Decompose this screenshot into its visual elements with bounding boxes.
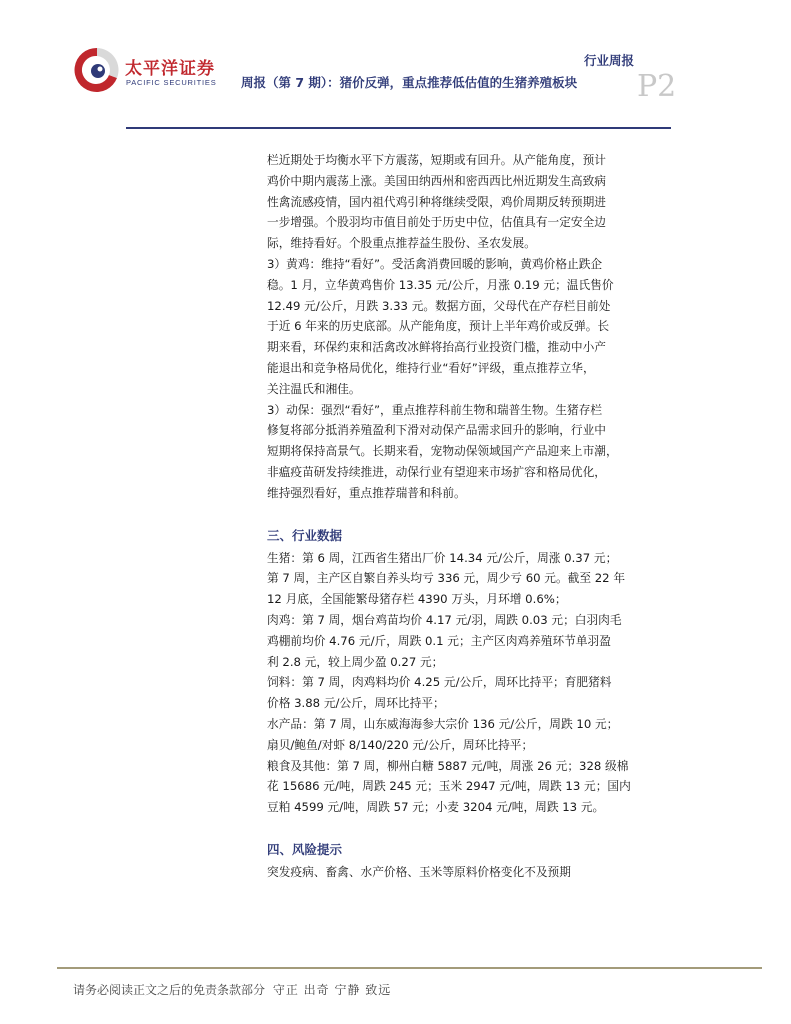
brand-name-cn: 太平洋证券: [125, 59, 215, 79]
data-feed: 饲料：第 7 周，肉鸡料均价 4.25 元/公斤，周环比持平；育肥猪料 价格 3.88 元/公斤，周环比持平；: [267, 675, 612, 711]
data-aquatic: 水产品：第 7 周，山东威海海参大宗价 136 元/公斤，周跌 10 元； 扇贝/鲍鱼/对虾 8/140/220 元/公斤，周环比持平；: [267, 716, 619, 752]
header-divider: [126, 127, 671, 129]
footer-divider: [57, 967, 762, 969]
section-heading-industry-data: 三、行业数据: [267, 527, 343, 543]
paragraph-broiler-outlook: 栏近期处于均衡水平下方震荡，短期或有回升。从产能角度，预计 鸡价中期内震荡上涨。美国田纳西州和密西西比州近期发生高致病 性禽流感疫情，国内祖代鸡引种将继续受限，鸡价周期反转预期进 一步增强。个股羽均市值目前处于历史中位，估值具有一定安全边 际，维持看好。个股重点推荐益生股份、圣农发展。: [267, 153, 606, 251]
brand-name-en: PACIFIC SECURITIES: [126, 78, 217, 87]
page-number: P2: [637, 69, 677, 104]
report-type: 行业周报: [583, 53, 634, 68]
company-logo: [73, 44, 233, 98]
section-heading-risk: 四、风险提示: [267, 841, 343, 857]
paragraph-yellow-chicken: 3）黄鸡：维持“看好”。受活禽消费回暖的影响，黄鸡价格止跌企 稳。1 月，立华黄鸡售价 13.35 元/公斤，月涨 0.19 元；温氏售价 12.49 元/公斤，月跌 3.33 元。数据方面，父母代在产存栏目前处 于近 6 年来的历史底部。从产能角度，预计上半年鸡价或反弹。长 期来看，环保约束和活禽改冰鲜将抬高行业投资门槛，推动中小产 能退出和竞争格局优化，维持行业“看好”评级，重点推荐立华， 关注温氏和湘佳。: [267, 256, 614, 396]
risk-text: 突发疫病、畜禽、水产价格、玉米等原料价格变化不及预期: [267, 864, 571, 879]
pacific-securities-emblem-icon: [73, 44, 121, 98]
data-grain-other: 粮食及其他：第 7 周，柳州白糖 5887 元/吨，周涨 26 元；328 级棉 花 15686 元/吨，周跌 245 元；玉米 2947 元/吨，周跌 13 元；国内 豆粕 4599 元/吨，周跌 57 元；小麦 3204 元/吨，周跌 13 元。: [267, 758, 631, 815]
report-title: 周报（第 7 期）：猪价反弹，重点推荐低估值的生猪养殖板块: [241, 75, 578, 90]
footer-disclaimer: 请务必阅读正文之后的免责条款部分: [73, 983, 266, 997]
main-content: [267, 150, 707, 883]
footer-motto: 守正 出奇 宁静 致远: [272, 983, 392, 997]
data-hog: 生猪：第 6 周，江西省生猪出厂价 14.34 元/公斤，周涨 0.37 元； 第 7 周，主产区自繁自养头均亏 336 元，周少亏 60 元。截至 22 年 12 月底，全国能繁母猪存栏 4390 万头，月环增 0.6%；: [267, 550, 626, 607]
footer: [73, 981, 391, 998]
paragraph-animal-health: 3）动保：强烈“看好”，重点推荐科前生物和瑞普生物。生猪存栏 修复将部分抵消养殖盈利下滑对动保产品需求回升的影响，行业中 短期将保持高景气。长期来看，宠物动保领域国产产品迎来上市潮， 非瘟疫苗研发持续推进，动保行业有望迎来市场扩容和格局优化， 维持强烈看好，重点推荐瑞普和科前。: [267, 402, 618, 500]
data-broiler: 肉鸡：第 7 周，烟台鸡苗均价 4.17 元/羽，周跌 0.03 元；白羽肉毛 鸡棚前均价 4.76 元/斤，周跌 0.1 元；主产区肉鸡养殖环节单羽盈 利 2.8 元，较上周少盈 0.27 元；: [267, 612, 622, 669]
